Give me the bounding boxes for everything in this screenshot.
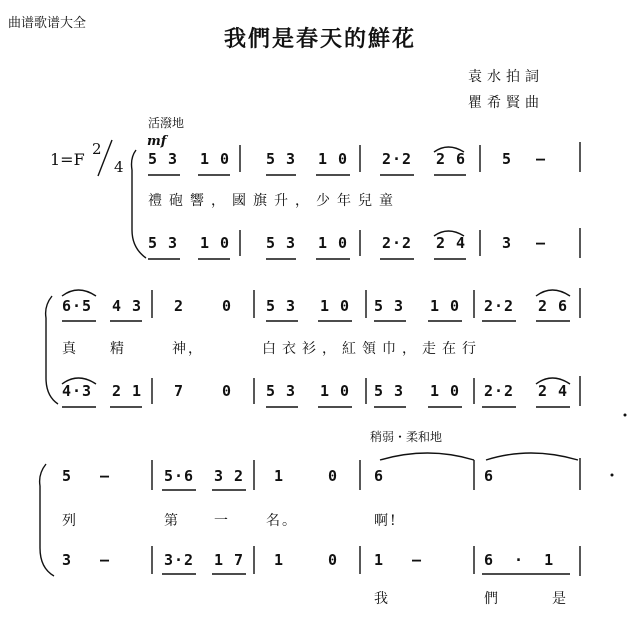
tempo-marking: 活潑地 bbox=[148, 116, 185, 130]
note-s2-m4: 0 bbox=[222, 297, 233, 315]
note-s3-h8: — bbox=[412, 551, 423, 569]
note-s2-h10: 2 4 bbox=[538, 382, 569, 400]
song-title: 我們是春天的鮮花 bbox=[223, 27, 416, 52]
note-s3-m4: 3 2 bbox=[214, 467, 245, 485]
note-s2-h1: 4·3 bbox=[62, 382, 93, 400]
note-s1-m4: 1 0 bbox=[318, 150, 349, 168]
note-s3-m8: 6 bbox=[484, 467, 495, 485]
note-s2-m8: 1 0 bbox=[430, 297, 461, 315]
note-s2-m3: 2 bbox=[174, 297, 185, 315]
note-s3-m6: 0 bbox=[328, 467, 339, 485]
note-s1-m6: 2 6 bbox=[436, 150, 467, 168]
note-s1-h3: 5 3 bbox=[266, 234, 297, 252]
lyric-s2-2: 精 bbox=[110, 341, 126, 357]
note-s2-m6: 1 0 bbox=[320, 297, 351, 315]
note-s1-m2: 1 0 bbox=[200, 150, 231, 168]
note-s1-m1: 5 3 bbox=[148, 150, 179, 168]
lyric-s3-4: 名。 bbox=[266, 513, 298, 529]
note-s3-h7: 1 bbox=[374, 551, 385, 569]
note-s3-m3: 5·6 bbox=[164, 467, 195, 485]
note-s2-h5: 5 3 bbox=[266, 382, 297, 400]
note-s1-h2: 1 0 bbox=[200, 234, 231, 252]
lyric-s2-4: 白衣衫，紅領巾，走在行 bbox=[262, 341, 482, 357]
note-s2-h3: 7 bbox=[174, 382, 185, 400]
dynamic-marking: mf bbox=[147, 134, 167, 149]
note-s3-h4: 1 7 bbox=[214, 551, 245, 569]
note-s2-m9: 2·2 bbox=[484, 297, 515, 315]
note-s2-m7: 5 3 bbox=[374, 297, 405, 315]
lyric-s3-1: 列 bbox=[62, 513, 78, 529]
note-s2-m10: 2 6 bbox=[538, 297, 569, 315]
note-s3-h5: 1 bbox=[274, 551, 285, 569]
note-s3-h6: 0 bbox=[328, 551, 339, 569]
key-signature: 1=F bbox=[50, 150, 85, 169]
note-s1-h5: 2·2 bbox=[382, 234, 413, 252]
note-s1-m3: 5 3 bbox=[266, 150, 297, 168]
note-s3-m1: 5 bbox=[62, 467, 73, 485]
site-label: 曲谱歌谱大全 bbox=[8, 16, 87, 31]
lyric-s3-5: 啊! bbox=[374, 513, 398, 529]
note-s2-m5: 5 3 bbox=[266, 297, 297, 315]
note-s3-h1: 3 bbox=[62, 551, 73, 569]
note-s1-h7: 3 bbox=[502, 234, 513, 252]
time-signature-numerator: 2 bbox=[92, 140, 102, 158]
note-s3-m7: 6 bbox=[374, 467, 385, 485]
note-s1-h6: 2 4 bbox=[436, 234, 467, 252]
note-s2-h7: 5 3 bbox=[374, 382, 405, 400]
note-s3-m2: — bbox=[100, 467, 111, 485]
lyric-s3-3: 一 bbox=[214, 513, 230, 529]
lyric-s2-3: 神， bbox=[172, 341, 204, 357]
note-s1-m8: — bbox=[536, 150, 547, 168]
expression-marking: 稍弱・柔和地 bbox=[370, 430, 443, 444]
note-s1-h1: 5 3 bbox=[148, 234, 179, 252]
composer-credit: 瞿希賢曲 bbox=[468, 95, 544, 111]
lyric-s2-1: 真 bbox=[62, 341, 78, 357]
note-s2-h4: 0 bbox=[222, 382, 233, 400]
note-s2-m1: 6·5 bbox=[62, 297, 93, 315]
lyric-s3-b3: 是 bbox=[552, 591, 568, 607]
note-s1-h4: 1 0 bbox=[318, 234, 349, 252]
note-s2-h8: 1 0 bbox=[430, 382, 461, 400]
lyric-s3-2: 第 bbox=[164, 513, 180, 529]
note-s1-m5: 2·2 bbox=[382, 150, 413, 168]
note-s3-m5: 1 bbox=[274, 467, 285, 485]
note-s2-h9: 2·2 bbox=[484, 382, 515, 400]
note-s1-m7: 5 bbox=[502, 150, 513, 168]
lyric-s3-b1: 我 bbox=[374, 591, 390, 607]
note-s3-h2: — bbox=[100, 551, 111, 569]
note-s2-m2: 4 3 bbox=[112, 297, 143, 315]
note-s2-h6: 1 0 bbox=[320, 382, 351, 400]
note-s3-h3: 3·2 bbox=[164, 551, 195, 569]
time-signature-denominator: 4 bbox=[114, 158, 124, 176]
note-s1-h8: — bbox=[536, 234, 547, 252]
lyrics-line-1: 禮砲響，國旗升，少年兒童 bbox=[148, 193, 400, 209]
lyric-s3-b2: 們 bbox=[484, 591, 500, 607]
note-s2-h2: 2 1 bbox=[112, 382, 143, 400]
lyricist-credit: 袁水拍詞 bbox=[468, 69, 544, 85]
note-s3-h9: 6 · 1 bbox=[484, 551, 560, 569]
